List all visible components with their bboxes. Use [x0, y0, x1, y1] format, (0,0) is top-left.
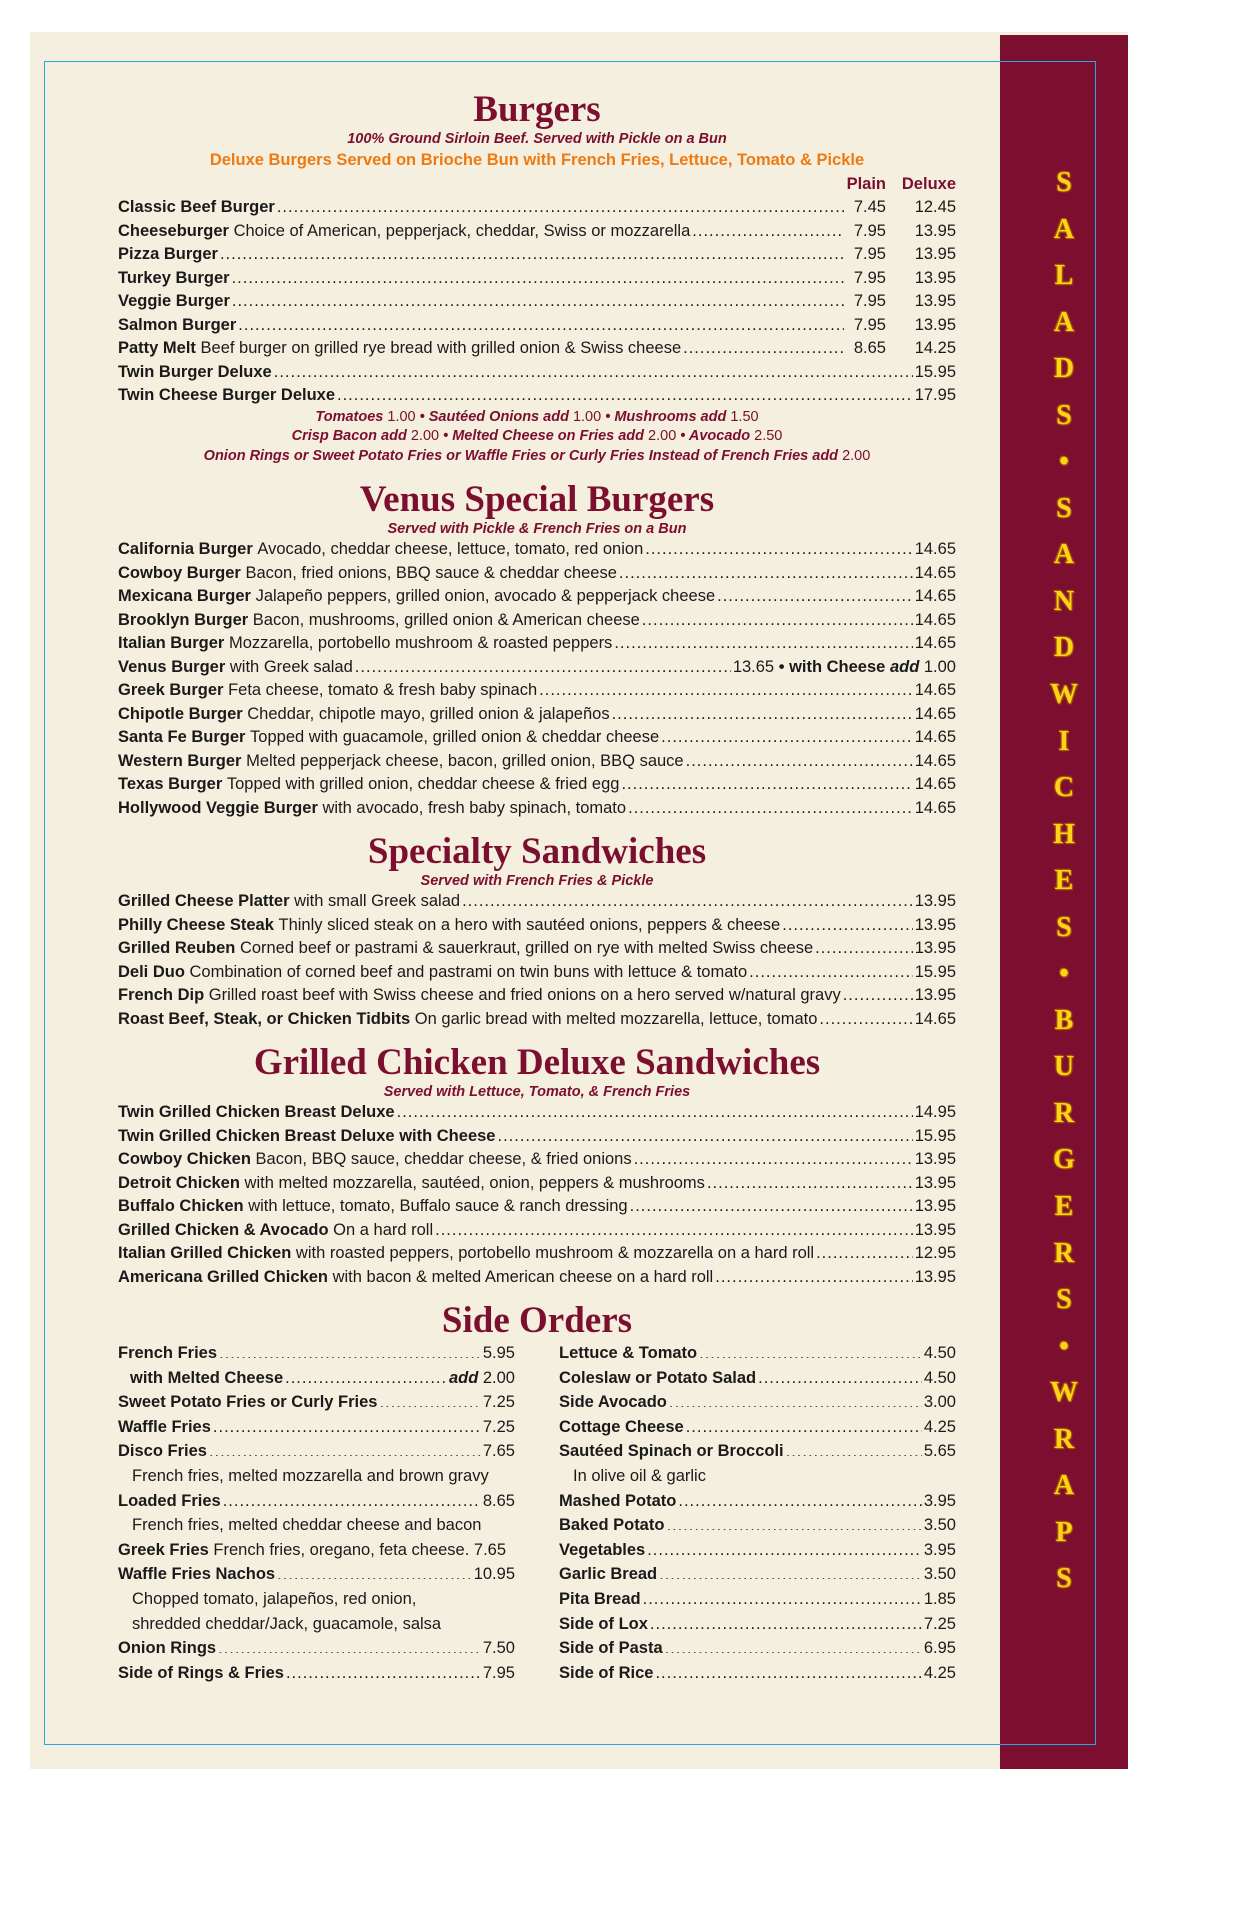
addon-price: 2.00 [842, 447, 871, 464]
sidebar-letter: A [1053, 213, 1075, 245]
item-price: 14.65 [914, 610, 956, 629]
item-price: 13.65 [732, 657, 775, 676]
item-name: Buffalo Chicken [118, 1197, 244, 1215]
menu-item [118, 538, 956, 562]
item-price: 4.50 [923, 1344, 956, 1362]
item-name: Twin Grilled Chicken Breast Deluxe [118, 1103, 395, 1121]
item-price: 14.65 [914, 587, 956, 605]
item-desc: Bacon, fried onions, BBQ sauce & cheddar cheese [245, 563, 617, 582]
menu-item [118, 220, 956, 244]
item-price: 14.65 [914, 634, 956, 652]
item-price: 14.65 [914, 751, 956, 770]
item-name: Cowboy Burger [118, 563, 241, 582]
item-name: French Dip [118, 986, 205, 1004]
side-item: Loaded Fries ..... 8.65 [118, 1489, 515, 1514]
item-desc: Grilled roast beef with Swiss cheese and fried onions on a hero served w/natural gravy [208, 986, 841, 1004]
item-price: 17.95 [914, 386, 956, 404]
burgers-title: Burgers [473, 89, 601, 130]
item-price: 14.65 [914, 681, 956, 699]
menu-item [118, 384, 956, 408]
item-name: Santa Fe Burger [118, 728, 246, 746]
item-price: 13.95 [914, 892, 956, 910]
item-name: Hollywood Veggie Burger [118, 798, 318, 817]
item-name: Side of Pasta [559, 1639, 663, 1658]
side-item: Side of Rings & Fries ..... 7.95 [118, 1661, 515, 1686]
item-desc: Thinly sliced steak on a hero with sautéed onions, peppers & cheese [278, 915, 781, 934]
item-price: 14.65 [914, 704, 956, 723]
menu-item [118, 632, 956, 656]
addon-price: 1.50 [730, 408, 759, 425]
sidebar-letter: W [1050, 1377, 1078, 1409]
item-desc: with lettuce, tomato, Buffalo sauce & ranch dressing [248, 1197, 628, 1215]
item-desc: Melted pepperjack cheese, bacon, grilled onion, BBQ sauce [246, 751, 684, 770]
plain-price: 7.45 [853, 198, 886, 216]
addon-price: 1.00 [387, 408, 416, 425]
item-price: 12.95 [914, 1244, 956, 1262]
item-desc: Bacon, BBQ sauce, cheddar cheese, & fried onions [255, 1150, 632, 1168]
item-name: Philly Cheese Steak [118, 915, 274, 934]
sidebar-vertical-title [1000, 160, 1128, 1603]
item-desc: with Greek salad [229, 657, 353, 676]
sidebar-letter: E [1054, 1191, 1074, 1223]
item-desc: Cheddar, chipotle mayo, grilled onion & jalapeños [247, 704, 610, 723]
item-price: 13.95 [914, 1197, 956, 1215]
menu-item [118, 1008, 956, 1032]
item-desc: with avocado, fresh baby spinach, tomato [322, 798, 627, 817]
item-name: Italian Burger [118, 634, 225, 652]
item-desc: Topped with guacamole, grilled onion & cheddar cheese [250, 728, 660, 746]
side-item: Greek Fries French fries, oregano, feta cheese. 7.65 [118, 1540, 507, 1559]
item-name: California Burger [118, 540, 253, 558]
deluxe-price: 13.95 [914, 221, 956, 240]
item-price: 13.95 [914, 1173, 956, 1192]
item-name: Vegetables [559, 1540, 646, 1559]
item-price: 14.65 [914, 798, 956, 817]
item-desc: Feta cheese, tomato & fresh baby spinach [228, 681, 538, 699]
item-name: Side Avocado [559, 1393, 667, 1412]
sidebar-letter: P [1055, 1516, 1073, 1548]
item-name: Veggie Burger [118, 292, 230, 310]
item-name: Grilled Reuben [118, 939, 236, 957]
side-item: Waffle Fries ..... 7.25 [118, 1415, 515, 1440]
addon-label: • Avocado [676, 428, 751, 444]
item-price: 13.95 [914, 939, 956, 957]
item-price: 3.50 [923, 1516, 956, 1535]
sidebar-letter: S [1056, 492, 1072, 524]
item-name: Lettuce & Tomato [559, 1344, 698, 1362]
deluxe-column-header: Deluxe [901, 175, 956, 193]
item-name: Baked Potato [559, 1516, 665, 1535]
menu-item [118, 1172, 956, 1196]
venus-list-2 [118, 679, 956, 820]
item-name: Salmon Burger [118, 315, 237, 334]
chicken-list [118, 1101, 956, 1289]
item-price: 3.50 [923, 1565, 956, 1584]
item-name: Pita Bread [559, 1589, 641, 1608]
sidebar-letter: D [1053, 353, 1075, 385]
addon-label: Crisp Bacon add [291, 428, 407, 444]
addon-label: • Mushrooms add [601, 408, 727, 425]
side-item: French Fries ..... 5.95 [118, 1341, 515, 1366]
side-desc: In olive oil & garlic [573, 1466, 706, 1485]
menu-item [118, 585, 956, 609]
deluxe-price: 13.95 [914, 292, 956, 310]
item-name: Side of Rice [559, 1663, 654, 1682]
burgers-subtitle: 100% Ground Sirloin Beef. Served with Pickle on a Bun [347, 131, 727, 147]
sides-title: Side Orders [441, 1300, 633, 1341]
burger-deluxe-list [118, 361, 956, 408]
plain-price: 8.65 [853, 339, 886, 357]
chicken-title: Grilled Chicken Deluxe Sandwiches [253, 1042, 821, 1083]
side-item [559, 1341, 956, 1366]
sides-columns [118, 1341, 956, 1685]
item-price: 14.65 [914, 728, 956, 746]
sidebar-letter: A [1053, 306, 1075, 338]
menu-item [118, 937, 956, 961]
menu-item [118, 914, 956, 938]
menu-item [118, 361, 956, 385]
side-item [559, 1636, 956, 1661]
item-name: Mashed Potato [559, 1491, 677, 1510]
item-name: Coleslaw or Potato Salad [559, 1368, 757, 1387]
deluxe-price: 14.25 [914, 339, 956, 357]
item-name: Turkey Burger [118, 268, 230, 287]
item-name: Italian Grilled Chicken [118, 1244, 292, 1262]
item-price: 14.95 [914, 1103, 956, 1121]
item-name: Patty Melt [118, 339, 196, 357]
addon-line [118, 427, 956, 447]
sidebar-letter: B [1054, 1004, 1074, 1036]
specialty-list [118, 890, 956, 1031]
sidebar-letter: G [1053, 1144, 1075, 1176]
item-name: Western Burger [118, 751, 242, 770]
addon-label: Tomatoes [315, 408, 384, 425]
venus-subtitle: Served with Pickle & French Fries on a Bun [387, 521, 687, 537]
item-name: Greek Burger [118, 681, 224, 699]
item-name: Pizza Burger [118, 245, 218, 263]
price-column-headers [118, 172, 956, 196]
sidebar-letter: W [1050, 679, 1078, 711]
item-name: Twin Grilled Chicken Breast Deluxe with Cheese [118, 1126, 496, 1145]
menu-item [118, 337, 956, 361]
side-item [559, 1390, 956, 1415]
item-price: 13.95 [914, 1267, 956, 1286]
item-price: 4.25 [923, 1663, 956, 1682]
chicken-section [118, 1043, 956, 1289]
menu-item [118, 726, 956, 750]
side-item: with Melted Cheese ..... add 2.00 [118, 1366, 515, 1391]
item-price: 3.00 [923, 1393, 956, 1412]
menu-item [118, 243, 956, 267]
addon-price: 2.00 [648, 428, 677, 444]
sidebar-letter: L [1054, 260, 1074, 292]
side-desc: French fries, melted cheddar cheese and bacon [132, 1516, 482, 1535]
item-desc: Combination of corned beef and pastrami on twin buns with lettuce & tomato [189, 962, 748, 981]
menu-item [118, 562, 956, 586]
sidebar-letter: S [1056, 1563, 1072, 1595]
item-price: 14.65 [914, 563, 956, 582]
menu-item [118, 314, 956, 338]
menu-item [118, 1101, 956, 1125]
menu-item [118, 1266, 956, 1290]
item-price: 15.95 [914, 362, 956, 381]
item-price: 6.95 [923, 1639, 956, 1658]
side-desc: shredded cheddar/Jack, guacamole, salsa [132, 1614, 442, 1633]
deluxe-price: 13.95 [914, 315, 956, 334]
item-name: Venus Burger [118, 657, 226, 676]
item-price: 13.95 [914, 986, 956, 1004]
menu-item [118, 1219, 956, 1243]
sidebar-letter: R [1053, 1097, 1075, 1129]
side-item: Waffle Fries Nachos ..... 10.95 [118, 1562, 515, 1587]
sidebar-letter: U [1053, 1051, 1075, 1083]
menu-item [118, 1125, 956, 1149]
add-label: add [889, 657, 920, 676]
sidebar-letter: S [1056, 911, 1072, 943]
addon-price: 2.00 [410, 428, 440, 444]
venus-list [118, 538, 956, 656]
burger-list [118, 196, 956, 361]
plain-price: 7.95 [853, 221, 886, 240]
item-name: Classic Beef Burger [118, 198, 275, 216]
item-name: Cottage Cheese [559, 1417, 684, 1436]
cheese-option: • with Cheese [778, 657, 886, 676]
item-desc: with roasted peppers, portobello mushroom & mozzarella on a hard roll [295, 1244, 815, 1262]
side-desc: French fries, melted mozzarella and brown gravy [132, 1466, 489, 1485]
item-price: 13.95 [914, 915, 956, 934]
sidebar-letter: A [1053, 1470, 1075, 1502]
sidebar-letter: N [1053, 585, 1075, 617]
menu-item [118, 984, 956, 1008]
item-price: 3.95 [923, 1540, 956, 1559]
menu-item [118, 609, 956, 633]
item-name: Garlic Bread [559, 1565, 658, 1584]
menu-item [118, 773, 956, 797]
side-item: Disco Fries ..... 7.65 [118, 1439, 515, 1464]
sidebar-letter: S [1056, 167, 1072, 198]
venus-section [118, 480, 956, 820]
item-desc: Beef burger on grilled rye bread with grilled onion & Swiss cheese [200, 339, 682, 357]
addon-line [118, 408, 956, 428]
menu-item [118, 267, 956, 291]
specialty-section [118, 832, 956, 1031]
item-name: Cowboy Chicken [118, 1150, 251, 1168]
item-desc: Topped with grilled onion, cheddar cheese & fried egg [226, 775, 620, 793]
item-name: Deli Duo [118, 962, 185, 981]
menu-item [118, 679, 956, 703]
item-desc: with melted mozzarella, sautéed, onion, peppers & mushrooms [244, 1173, 705, 1192]
sidebar-letter: E [1054, 865, 1074, 897]
addon-label: Onion Rings or Sweet Potato Fries or Waffle Fries or Curly Fries Instead of French Fries add [203, 447, 839, 464]
menu-item [118, 290, 956, 314]
item-name: Texas Burger [118, 775, 223, 793]
sidebar-letter: • [1059, 446, 1069, 478]
sidebar-letter: S [1056, 399, 1072, 431]
item-price: 3.95 [923, 1491, 956, 1510]
side-item: Sautéed Spinach or Broccoli ..... 5.65 [559, 1439, 956, 1464]
item-price: 1.85 [923, 1589, 956, 1608]
menu-item [118, 961, 956, 985]
item-desc: with small Greek salad [294, 892, 461, 910]
plain-price: 7.95 [853, 315, 886, 334]
menu-item [118, 1148, 956, 1172]
menu-item [118, 890, 956, 914]
side-item [559, 1587, 956, 1612]
item-desc: On garlic bread with melted mozzarella, lettuce, tomato [414, 1009, 818, 1028]
side-item [559, 1366, 956, 1391]
deluxe-note: Deluxe Burgers Served on Brioche Bun with French Fries, Lettuce, Tomato & Pickle [209, 151, 865, 169]
sides-section [118, 1301, 956, 1685]
sidebar-letter: • [1059, 958, 1069, 990]
item-name: Detroit Chicken [118, 1173, 240, 1192]
addon-line [118, 447, 956, 467]
item-desc: Mozzarella, portobello mushroom & roasted peppers [228, 634, 613, 652]
sidebar-letter: A [1053, 539, 1075, 571]
burgers-section [118, 90, 956, 466]
item-desc: Avocado, cheddar cheese, lettuce, tomato, red onion [257, 540, 644, 558]
item-name: Chipotle Burger [118, 704, 243, 723]
item-desc: On a hard roll [333, 1220, 434, 1239]
addon-price: 2.50 [754, 428, 783, 444]
sides-left-column [118, 1341, 515, 1685]
side-item [559, 1562, 956, 1587]
side-item [559, 1513, 956, 1538]
deluxe-price: 13.95 [914, 245, 956, 263]
item-desc: Corned beef or pastrami & sauerkraut, grilled on rye with melted Swiss cheese [239, 939, 814, 957]
sidebar-letter: S [1056, 1284, 1072, 1316]
item-name: Twin Burger Deluxe [118, 362, 272, 381]
side-item [559, 1612, 956, 1637]
menu-item [118, 656, 956, 680]
menu-item [118, 1195, 956, 1219]
side-item: Onion Rings ..... 7.50 [118, 1636, 515, 1661]
item-name: Roast Beef, Steak, or Chicken Tidbits [118, 1009, 411, 1028]
sidebar-letter: C [1053, 772, 1075, 804]
menu-item [118, 797, 956, 821]
item-price: 15.95 [914, 962, 956, 981]
cheese-price: 1.00 [923, 657, 956, 676]
item-price: 13.95 [914, 1150, 956, 1168]
item-price: 4.50 [923, 1368, 956, 1387]
sidebar-letter: D [1053, 632, 1075, 664]
chicken-subtitle: Served with Lettuce, Tomato, & French Fries [383, 1084, 691, 1100]
addon-price: 1.00 [572, 408, 602, 425]
side-item [559, 1489, 956, 1514]
deluxe-price: 13.95 [914, 268, 956, 287]
burger-addons [118, 408, 956, 467]
item-desc: with bacon & melted American cheese on a hard roll [332, 1267, 714, 1286]
item-price: 14.65 [914, 775, 956, 793]
item-name: Twin Cheese Burger Deluxe [118, 386, 336, 404]
item-name: Grilled Chicken & Avocado [118, 1220, 329, 1239]
specialty-title: Specialty Sandwiches [367, 831, 707, 872]
plain-price: 7.95 [853, 268, 886, 287]
menu-item [118, 750, 956, 774]
side-item: Sweet Potato Fries or Curly Fries ..... 7.25 [118, 1390, 515, 1415]
item-name: Side of Lox [559, 1614, 648, 1633]
item-price: 14.65 [914, 540, 956, 558]
sidebar-letter: H [1053, 818, 1075, 850]
item-name: Mexicana Burger [118, 587, 251, 605]
item-price: 4.25 [923, 1417, 956, 1436]
menu-item [118, 703, 956, 727]
specialty-subtitle: Served with French Fries & Pickle [420, 873, 654, 889]
item-price: 14.65 [914, 1009, 956, 1028]
addon-label: • Sautéed Onions add [415, 408, 569, 425]
plain-price: 7.95 [853, 245, 886, 263]
menu-content [118, 90, 956, 1685]
item-desc: Choice of American, pepperjack, cheddar, Swiss or mozzarella [233, 221, 691, 240]
venus-title: Venus Special Burgers [359, 479, 715, 520]
sidebar-letter: R [1053, 1237, 1075, 1269]
sidebar-letter: I [1058, 725, 1070, 757]
menu-item [118, 1242, 956, 1266]
item-name: Brooklyn Burger [118, 610, 249, 629]
item-desc: Jalapeño peppers, grilled onion, avocado & pepperjack cheese [255, 587, 716, 605]
plain-price: 7.95 [853, 292, 886, 310]
addon-label: • Melted Cheese on Fries add [439, 428, 644, 444]
item-name: Cheeseburger [118, 221, 229, 240]
plain-column-header: Plain [846, 175, 886, 193]
item-price: 7.25 [923, 1614, 956, 1633]
side-item [559, 1538, 956, 1563]
sidebar-letter: R [1053, 1423, 1075, 1455]
menu-item [118, 196, 956, 220]
side-item [559, 1415, 956, 1440]
sides-right-column [559, 1341, 956, 1685]
deluxe-price: 12.45 [914, 198, 956, 216]
sidebar-letter: • [1059, 1330, 1069, 1362]
item-price: 15.95 [914, 1126, 956, 1145]
item-name: Americana Grilled Chicken [118, 1267, 328, 1286]
item-desc: Bacon, mushrooms, grilled onion & American cheese [252, 610, 640, 629]
item-name: Grilled Cheese Platter [118, 892, 290, 910]
item-price: 13.95 [914, 1220, 956, 1239]
side-desc: Chopped tomato, jalapeños, red onion, [132, 1589, 417, 1608]
side-item [559, 1661, 956, 1686]
